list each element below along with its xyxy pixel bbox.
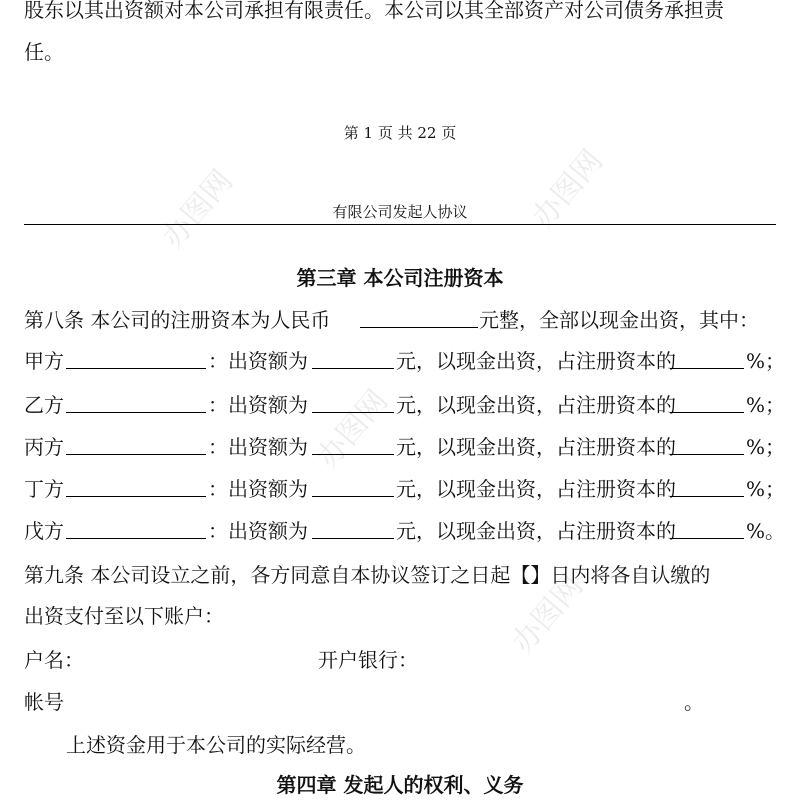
- intro-line-2: 任。: [24, 40, 64, 64]
- amount-blank[interactable]: [312, 412, 394, 413]
- cash-share-label: 元，以现金出资，占注册资本的: [396, 393, 676, 417]
- shareholder-row: [24, 431, 786, 461]
- contribution-label: ：出资额为: [208, 349, 308, 373]
- shareholder-name: 乙方: [24, 393, 64, 417]
- percent-sign: %；: [746, 349, 786, 373]
- intro-line-1: 股东以其出资额对本公司承担有限责任。本公司以其全部资产对公司债务承担责: [24, 0, 724, 22]
- amount-blank[interactable]: [312, 368, 394, 369]
- capital-blank[interactable]: [360, 327, 478, 328]
- account-number-label: 帐号: [24, 690, 64, 714]
- bank-label: 开户银行：: [318, 648, 418, 672]
- shareholder-name-blank[interactable]: [66, 496, 206, 497]
- account-number-row: [24, 686, 776, 716]
- amount-blank[interactable]: [312, 496, 394, 497]
- shareholder-row: [24, 389, 786, 419]
- shareholder-name-blank[interactable]: [66, 538, 206, 539]
- percent-sign: %。: [746, 519, 786, 543]
- shareholder-name: 戊方: [24, 519, 64, 543]
- percent-blank[interactable]: [670, 368, 744, 369]
- shareholder-row: [24, 473, 786, 503]
- watermark: 办图网: [505, 568, 591, 660]
- contribution-label: ：出资额为: [208, 435, 308, 459]
- page-footer: 第 1 页 共 22 页: [343, 124, 457, 142]
- shareholder-name: 丁方: [24, 477, 64, 501]
- amount-blank[interactable]: [312, 454, 394, 455]
- watermark: 办图网: [310, 383, 396, 475]
- contribution-label: ：出资额为: [208, 393, 308, 417]
- chapter-3-title: 第三章 本公司注册资本: [296, 266, 504, 290]
- contribution-label: ：出资额为: [208, 519, 308, 543]
- amount-blank[interactable]: [312, 538, 394, 539]
- article-9-line-1: 第九条 本公司设立之前，各方同意自本协议签订之日起【】日内将各自认缴的: [24, 563, 711, 587]
- header-rule: [24, 224, 776, 225]
- percent-sign: %；: [746, 393, 786, 417]
- account-number-end: 。: [684, 690, 704, 714]
- article-8-middle: 元整，全部以现金出资，其中：: [479, 308, 759, 332]
- page-header: 有限公司发起人协议: [332, 203, 468, 221]
- percent-sign: %；: [746, 477, 786, 501]
- account-name-label: 户名：: [24, 648, 84, 672]
- percent-sign: %；: [746, 435, 786, 459]
- shareholder-name-blank[interactable]: [66, 454, 206, 455]
- percent-blank[interactable]: [670, 454, 744, 455]
- shareholder-name-blank[interactable]: [66, 368, 206, 369]
- article-8-prefix: 第八条 本公司的注册资本为人民币: [24, 308, 331, 332]
- percent-blank[interactable]: [670, 412, 744, 413]
- watermark: 办图网: [155, 163, 241, 255]
- article-9-line-2: 出资支付至以下账户：: [24, 604, 224, 628]
- article-8: [24, 304, 776, 334]
- shareholder-name-blank[interactable]: [66, 412, 206, 413]
- cash-share-label: 元，以现金出资，占注册资本的: [396, 519, 676, 543]
- usage-statement: 上述资金用于本公司的实际经营。: [66, 733, 366, 757]
- contribution-label: ：出资额为: [208, 477, 308, 501]
- chapter-4-title: 第四章 发起人的权利、义务: [276, 773, 524, 797]
- percent-blank[interactable]: [670, 496, 744, 497]
- shareholder-row: [24, 515, 786, 545]
- percent-blank[interactable]: [670, 538, 744, 539]
- cash-share-label: 元，以现金出资，占注册资本的: [396, 477, 676, 501]
- watermark: 办图网: [525, 143, 611, 235]
- shareholder-row: [24, 345, 786, 375]
- account-row: [24, 644, 776, 674]
- cash-share-label: 元，以现金出资，占注册资本的: [396, 349, 676, 373]
- shareholder-name: 甲方: [24, 349, 64, 373]
- cash-share-label: 元，以现金出资，占注册资本的: [396, 435, 676, 459]
- shareholder-name: 丙方: [24, 435, 64, 459]
